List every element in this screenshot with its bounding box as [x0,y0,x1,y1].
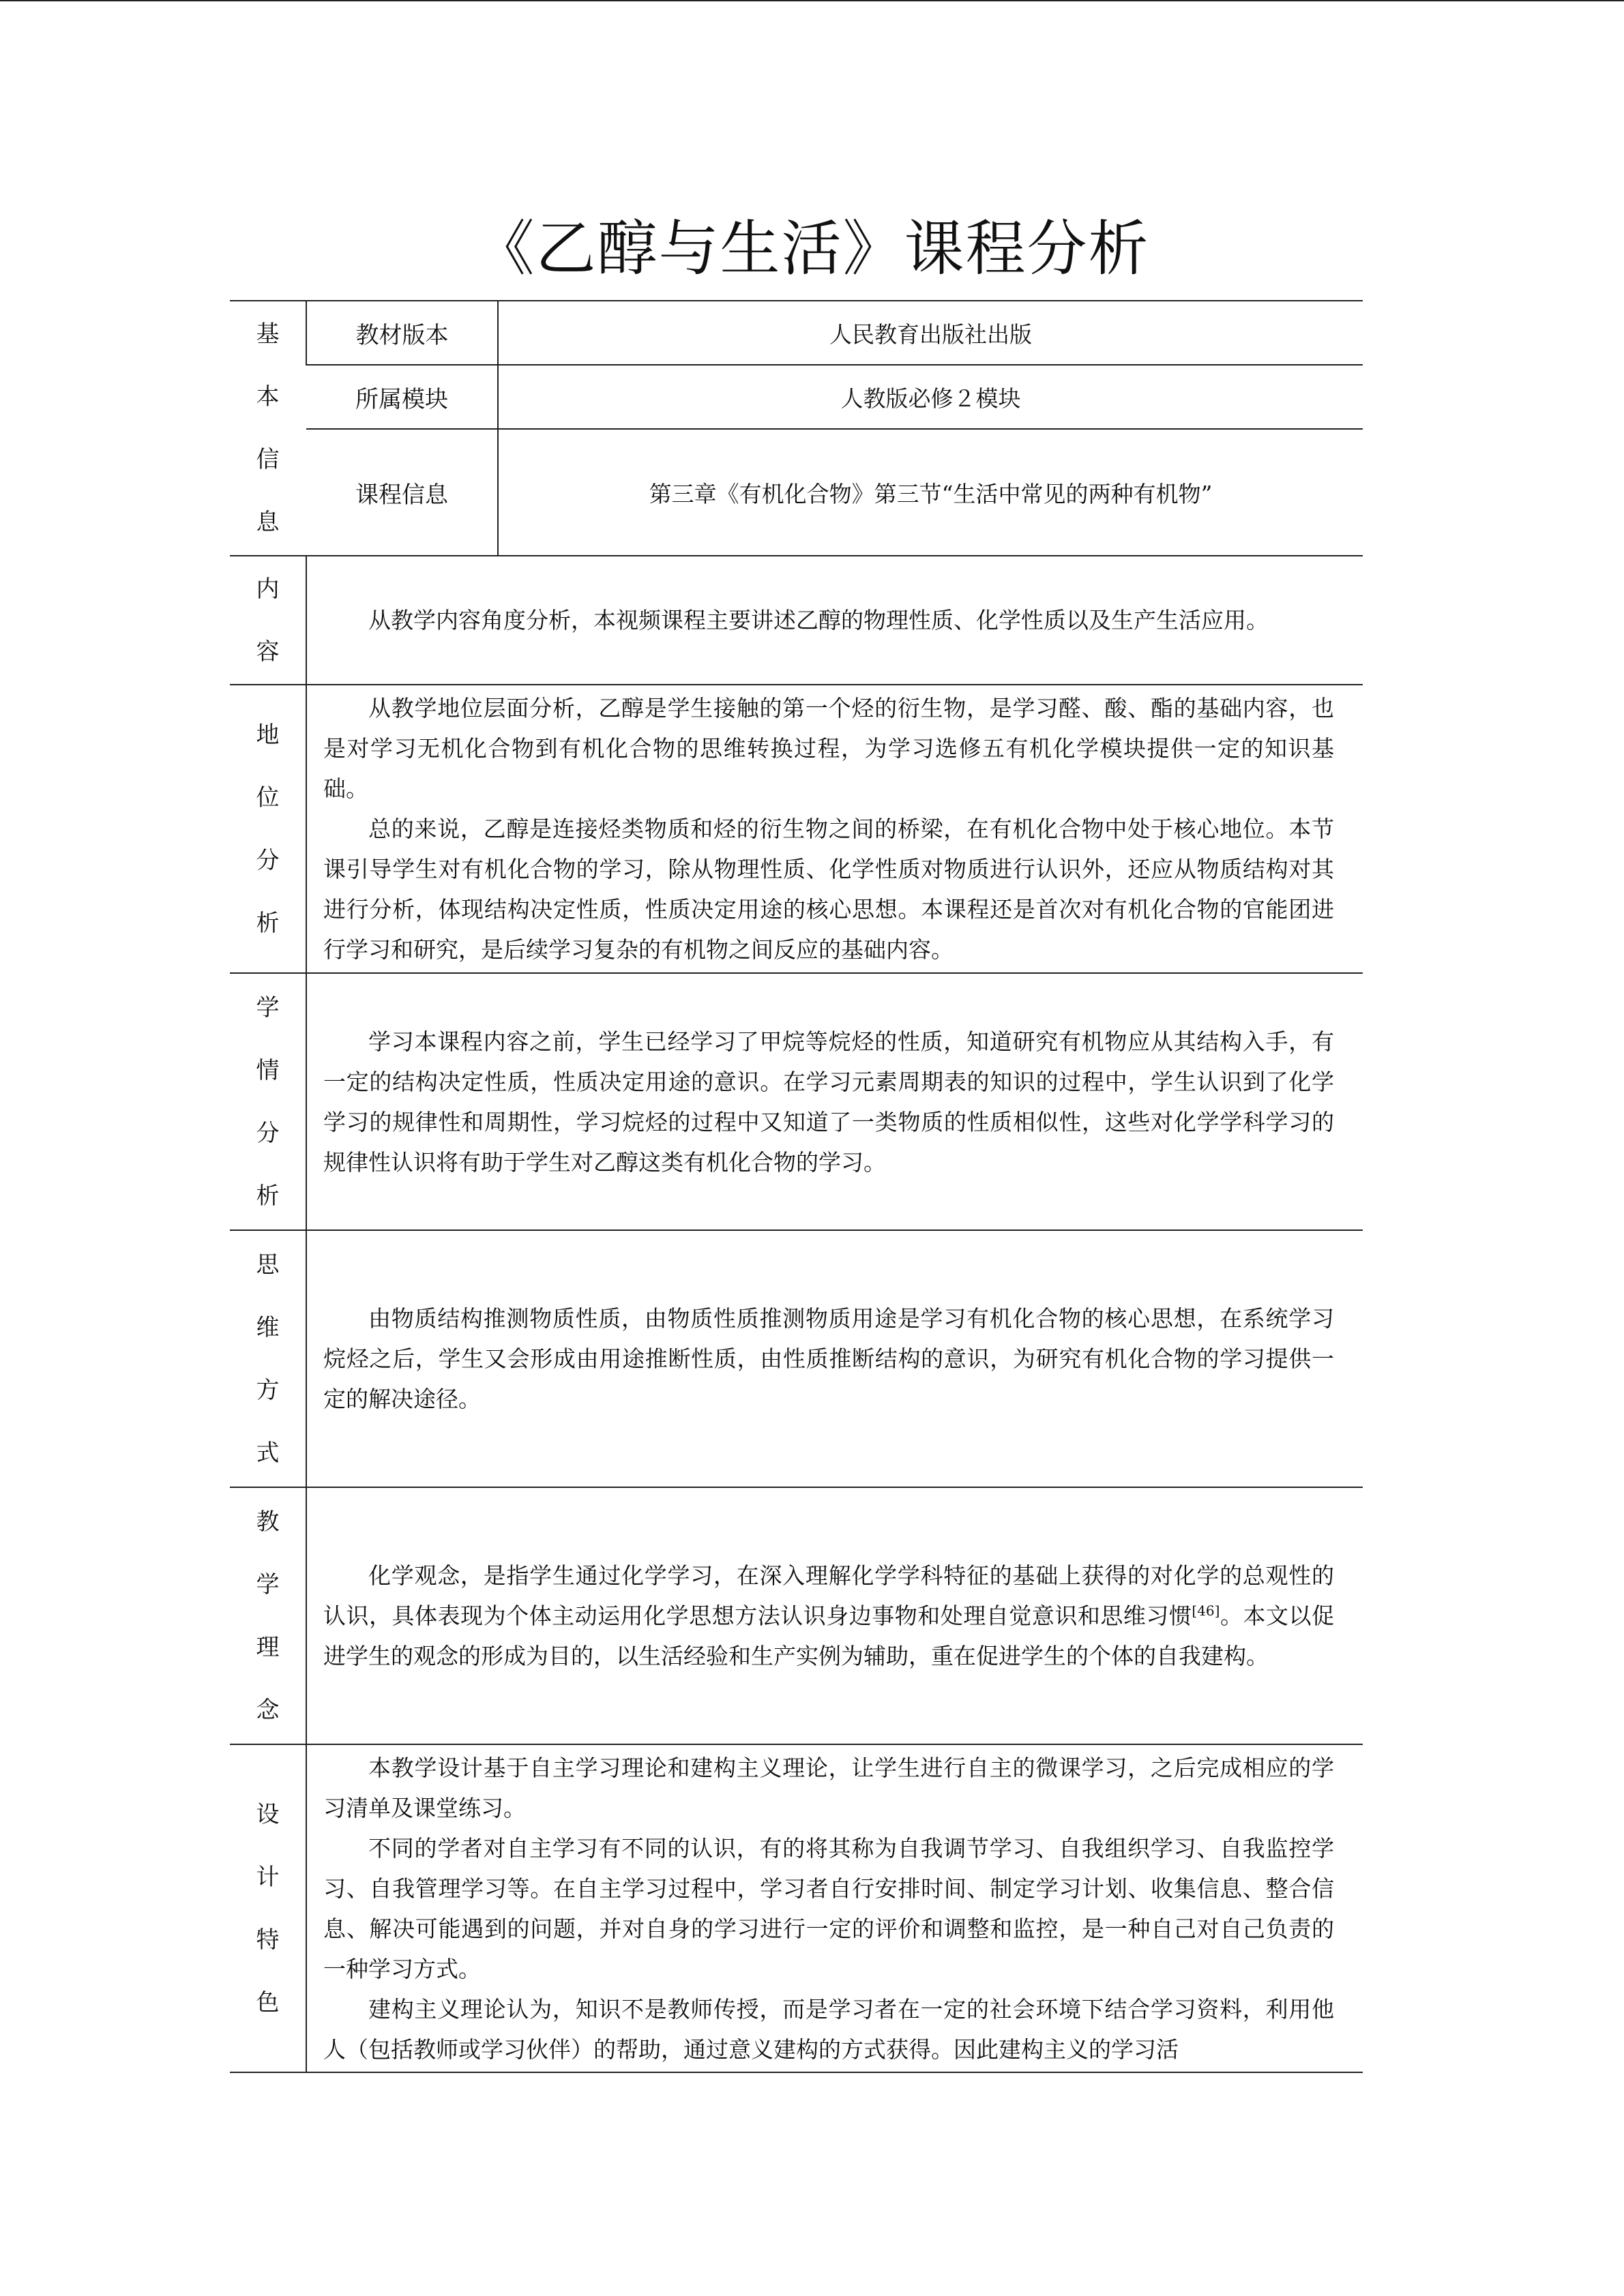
field-label: 所属模块 [306,365,498,429]
row-position-analysis [230,685,1363,973]
row-content [230,556,1363,685]
section-text: 从教学内容角度分析，本视频课程主要讲述乙醇的物理性质、化学性质以及生产生活应用。 [306,556,1363,685]
field-value: 人民教育出版社出版 [498,301,1363,365]
row-thinking-mode [230,1230,1363,1487]
section-text: 化学观念，是指学生通过化学学习，在深入理解化学学科特征的基础上获得的对化学的总观性的认识，具体表现为个体主动运用化学思想方法认识身边事物和处理自觉意识和思维习惯[46]。本文以促进学生的观念的形成为目的，以生活经验和生产实例为辅助，重在促进学生的个体的自我建构。 [306,1487,1363,1744]
side-label-learner-analysis: 学 情 分 析 [230,973,306,1230]
page-top-border [0,0,1624,1]
side-label-content: 内 容 [230,556,306,685]
course-analysis-table [230,300,1363,2073]
side-label-position-analysis: 地 位 分 析 [230,685,306,973]
row-course-info [230,429,1363,556]
row-design-features [230,1744,1363,2072]
side-label-basic-info: 基 本 信 息 [230,301,306,556]
section-text: 由物质结构推测物质性质，由物质性质推测物质用途是学习有机化合物的核心思想，在系统学习烷烃之后，学生又会形成由用途推断性质，由性质推断结构的意识，为研究有机化合物的学习提供一定的解决途径。 [306,1230,1363,1487]
page-title: 《乙醇与生活》课程分析 [474,213,1150,284]
field-value: 第三章《有机化合物》第三节“生活中常见的两种有机物” [498,429,1363,556]
section-text: 本教学设计基于自主学习理论和建构主义理论，让学生进行自主的微课学习，之后完成相应的学习清单及课堂练习。 不同的学者对自主学习有不同的认识，有的将其称为自我调节学习、自我组织学习、自我监控学习、自我管理学习等。在自主学习过程中，学习者自行安排时间、制定学习计划、收集信息、整合信息、解决可能遇到的问题，并对自身的学习进行一定的评价和调整和监控，是一种自己对自己负责的一种学习方式。 建构主义理论认为，知识不是教师传授，而是学习者在一定的社会环境下结合学习资料，利用他人（包括教师或学习伙伴）的帮助，通过意义建构的方式获得。因此建构主义的学习活 [306,1744,1363,2072]
section-text: 学习本课程内容之前，学生已经学习了甲烷等烷烃的性质，知道研究有机物应从其结构入手，有一定的结构决定性质，性质决定用途的意识。在学习元素周期表的知识的过程中，学生认识到了化学学习的规律性和周期性，学习烷烃的过程中又知道了一类物质的性质相似性，这些对化学学科学习的规律性认识将有助于学生对乙醇这类有机化合物的学习。 [306,973,1363,1230]
section-text: 从教学地位层面分析，乙醇是学生接触的第一个烃的衍生物，是学习醛、酸、酯的基础内容，也是对学习无机化合物到有机化合物的思维转换过程，为学习选修五有机化学模块提供一定的知识基础。 总的来说，乙醇是连接烃类物质和烃的衍生物之间的桥梁，在有机化合物中处于核心地位。本节课引导学生对有机化合物的学习，除从物理性质、化学性质对物质进行认识外，还应从物质结构对其进行分析，体现结构决定性质，性质决定用途的核心思想。本课程还是首次对有机化合物的官能团进行学习和研究，是后续学习复杂的有机物之间反应的基础内容。 [306,685,1363,973]
row-learner-analysis [230,973,1363,1230]
side-label-teaching-philosophy: 教 学 理 念 [230,1487,306,1744]
row-textbook-edition [230,301,1363,365]
field-value: 人教版必修２模块 [498,365,1363,429]
row-module [230,365,1363,429]
row-teaching-philosophy [230,1487,1363,1744]
field-label: 教材版本 [306,301,498,365]
field-label: 课程信息 [306,429,498,556]
citation-reference: [46] [1192,1602,1220,1619]
side-label-design-features: 设 计 特 色 [230,1744,306,2072]
side-label-thinking-mode: 思 维 方 式 [230,1230,306,1487]
